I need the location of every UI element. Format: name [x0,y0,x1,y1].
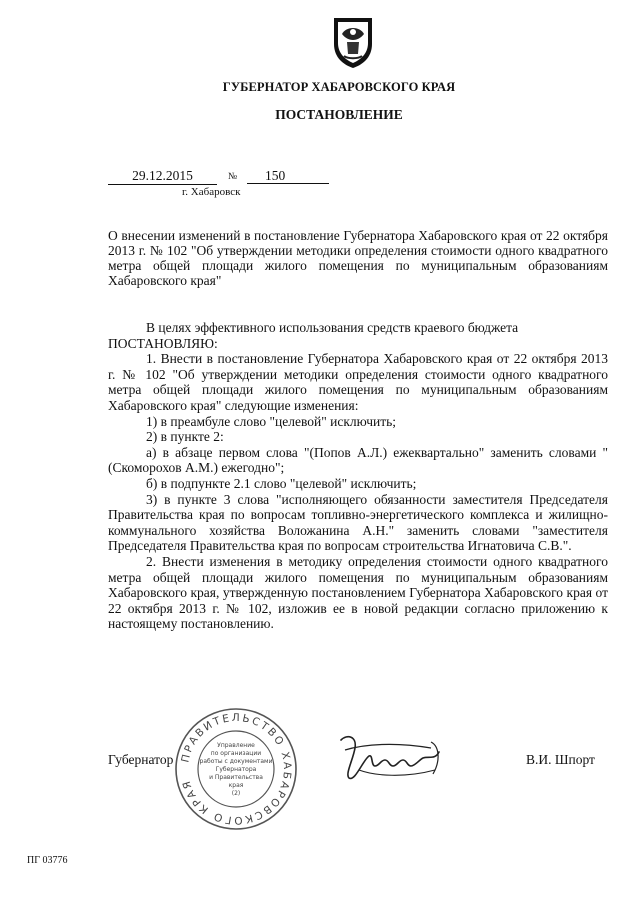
handwritten-signature [335,730,445,790]
registration-number: 150 [247,168,329,184]
item-1-1: 1) в преамбуле слово "целевой" исключить; [146,413,397,429]
document-type: ПОСТАНОВЛЕНИЕ [275,107,403,122]
item-1: 1. Внести в постановление Губернатора Хабаровского края от 22 октября 2013 г. № 102 "Об утверждении методики определения стоимости одного квадратного метра общей площади жилого помещения по муниципальным образованиям Хабаровского края" следующие изменения: [108,351,608,413]
official-stamp [172,705,300,833]
item-1-3: 3) в пункте 3 слова "исполняющего обязанности заместителя Председателя Правительства края по вопросам топливно-энергетического комплекса и жилищно-коммунального хозяйства Воложанина А.Н." заменить словами "заместителя Председателя Правительства края по вопросам строительства Игнатовича С.В.". [108,491,608,554]
coat-of-arms-icon [330,14,376,70]
signatory-position: Губернатор [108,752,174,767]
number-sign: № [228,172,238,182]
stamp-line: и Правительства [209,774,263,781]
item-1-2: 2) в пункте 2: [146,429,224,445]
preamble: В целях эффективного использования средств краевого бюджета [146,320,519,335]
stamp-line: работы с документами [199,758,273,765]
stamp-line: Губернатора [215,766,257,773]
item-2: 2. Внести изменения в методику определения стоимости одного квадратного метра общей площади жилого помещения по муниципальным образованиям Хабаровского края, утвержденную постановлением Губернатора Хабаровского края от 22 октября 2013 г. № 102, изложив ее в новой редакции согласно приложению к настоящему постановлению. [108,553,608,632]
registration-date: 29.12.2015 [108,168,217,185]
stamp-line: края [228,782,244,789]
stamp-ring-text: ПРАВИТЕЛЬСТВО ХАБАРОВСКОГО КРАЯ [179,711,294,827]
document-subject: О внесении изменений в постановление Губернатора Хабаровского края от 22 октября 2013 г. № 102 "Об утверждении методики определения стоимости одного квадратного метра общей площади жилого помещения по муниципальным образованиям Хабаровского края" [108,228,608,288]
footer-code: ПГ 03776 [27,855,68,866]
resolve-word: ПОСТАНОВЛЯЮ: [108,335,218,351]
city: г. Хабаровск [182,186,241,198]
item-1-2-a: а) в абзаце первом слова "(Попов А.Л.) ежеквартально" заменить словами "(Скоморохов А.М.) ежегодно"; [108,444,608,476]
document-body [108,320,608,632]
stamp-line: по организации [210,750,262,757]
stamp-line: (2) [231,790,241,797]
signatory-name: В.И. Шпорт [526,752,595,767]
stamp-line: Управление [217,742,255,749]
org-title: ГУБЕРНАТОР ХАБАРОВСКОГО КРАЯ [222,80,456,94]
item-1-2-b: б) в подпункте 2.1 слово "целевой" исключить; [146,475,417,491]
